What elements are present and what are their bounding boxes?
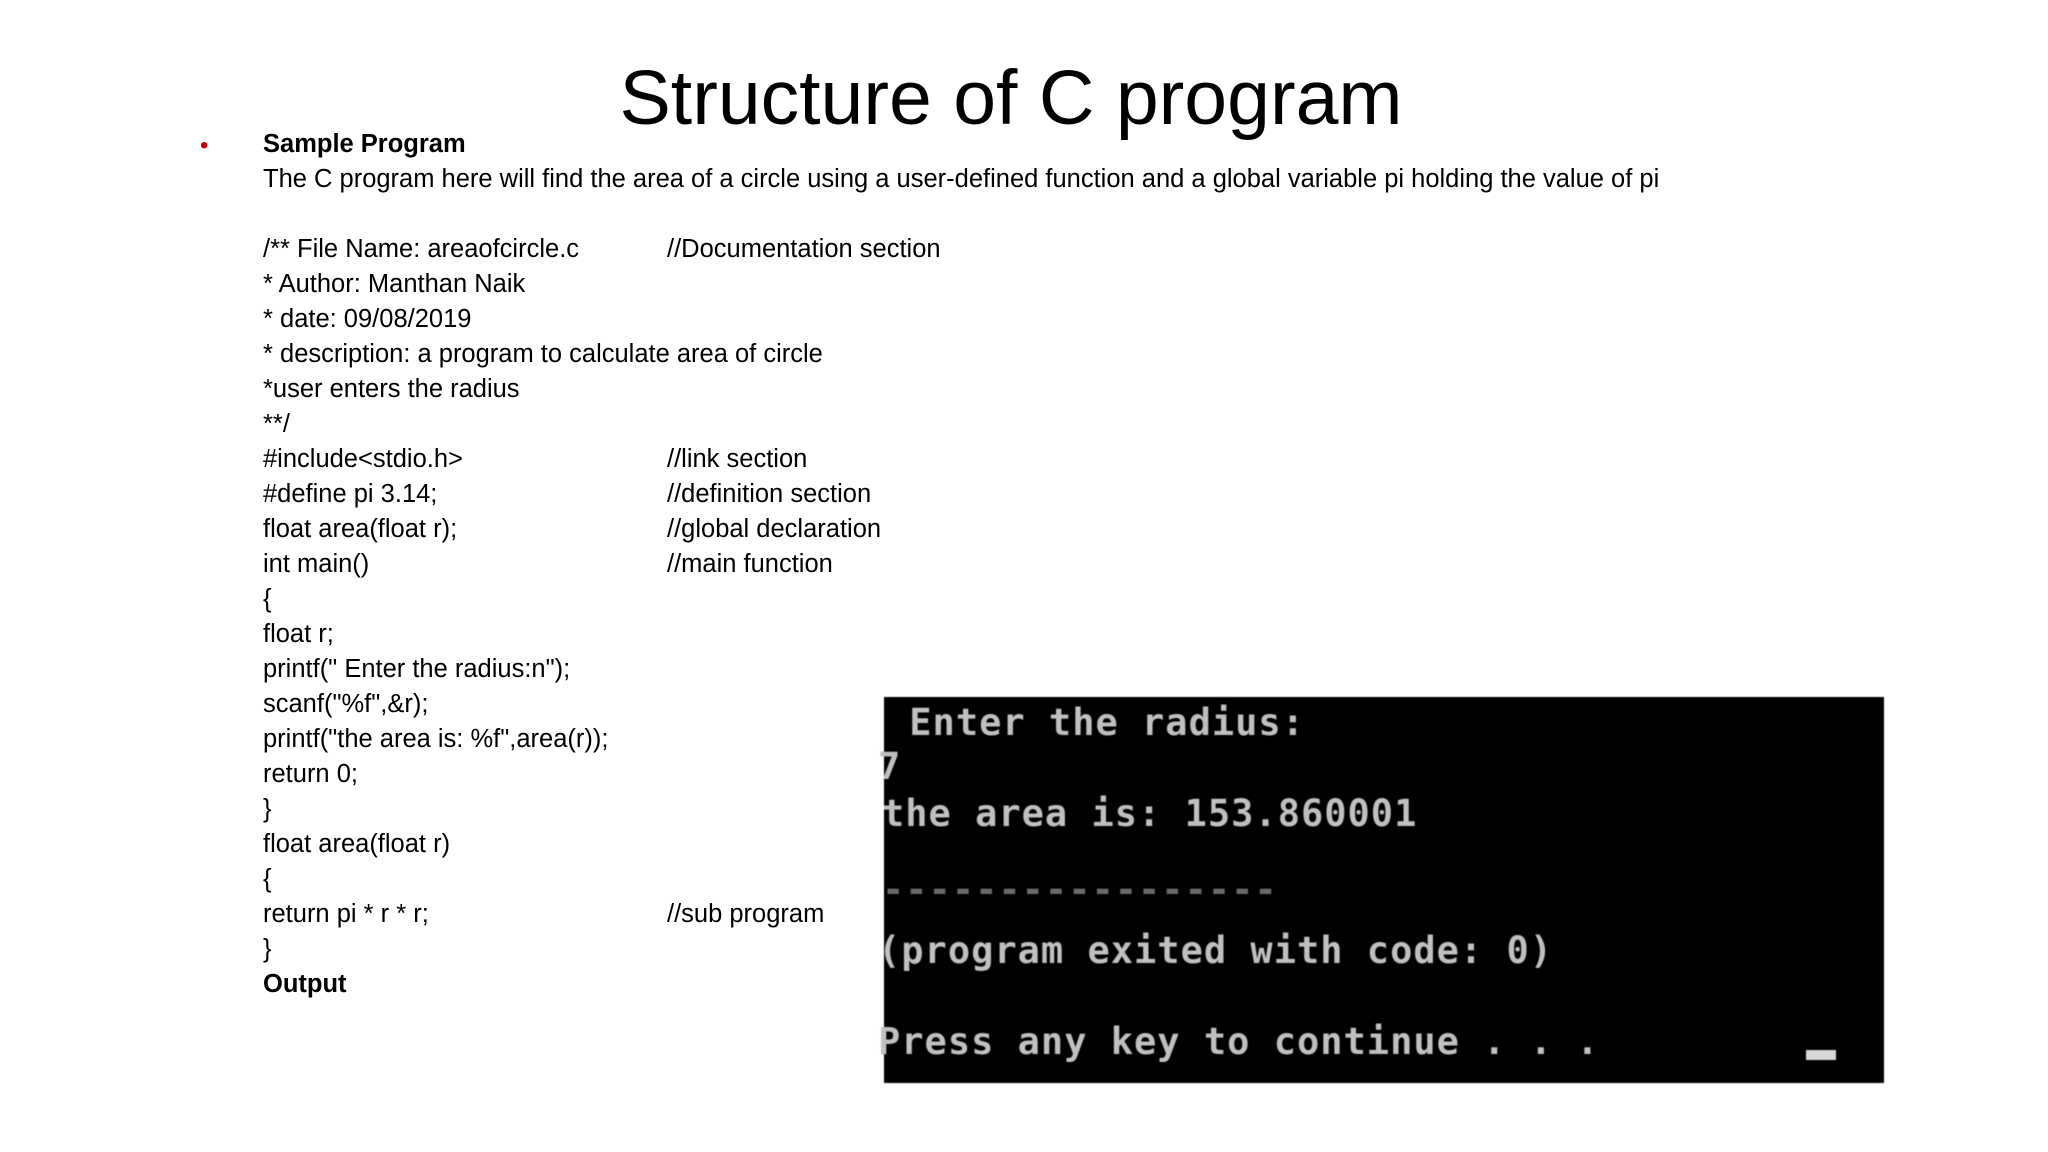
terminal-exit-line: (program exited with code: 0) xyxy=(878,929,1554,972)
code-statement: float r; xyxy=(263,620,334,648)
blank-line xyxy=(263,197,1983,232)
terminal-separator-line: ----------------- xyxy=(882,868,1278,911)
code-comment: //link section xyxy=(667,445,808,473)
code-line xyxy=(263,547,1983,582)
code-statement: return 0; xyxy=(263,760,358,788)
code-statement: int main() xyxy=(263,550,370,578)
code-statement: { xyxy=(263,585,272,613)
terminal-prompt-line: Enter the radius: xyxy=(886,701,1305,744)
code-comment: //main function xyxy=(667,550,833,578)
terminal-input-line: 7 xyxy=(878,745,902,788)
code-statement: printf(" Enter the radius:n"); xyxy=(263,655,571,683)
code-line xyxy=(263,372,1983,407)
code-line xyxy=(263,652,1983,687)
code-statement: { xyxy=(263,865,272,893)
output-label: Output xyxy=(263,970,347,998)
code-comment: //global declaration xyxy=(667,515,882,543)
sample-program-heading: Sample Program xyxy=(263,130,466,158)
code-statement: *user enters the radius xyxy=(263,375,520,403)
code-comment: //sub program xyxy=(667,900,825,928)
code-line xyxy=(263,582,1983,617)
bullet-marker: • xyxy=(200,132,209,159)
code-statement: * description: a program to calculate area of circle xyxy=(263,340,823,368)
code-line xyxy=(263,442,1983,477)
code-statement: * Author: Manthan Naik xyxy=(263,270,526,298)
code-comment: //Documentation section xyxy=(667,235,941,263)
terminal-cursor xyxy=(1806,1050,1836,1060)
code-statement: } xyxy=(263,795,272,823)
program-description: The C program here will find the area of a circle using a user-defined function and a global variable pi holding the value of pi xyxy=(263,165,1660,193)
code-line xyxy=(263,232,1983,267)
console-output-screenshot xyxy=(878,697,1884,1083)
code-statement: scanf("%f",&r); xyxy=(263,690,429,718)
code-statement: float area(float r); xyxy=(263,515,458,543)
code-statement: } xyxy=(263,935,272,963)
code-line xyxy=(263,337,1983,372)
code-statement: #include<stdio.h> xyxy=(263,445,463,473)
code-statement: **/ xyxy=(263,410,290,438)
code-statement: /** File Name: areaofcircle.c xyxy=(263,235,580,263)
slide-title: Structure of C program xyxy=(619,55,1403,141)
code-statement: float area(float r) xyxy=(263,830,451,858)
code-line xyxy=(263,512,1983,547)
code-line xyxy=(263,267,1983,302)
code-line xyxy=(263,477,1983,512)
terminal-continue-line: Press any key to continue . . . xyxy=(878,1020,1600,1063)
code-statement: return pi * r * r; xyxy=(263,900,429,928)
code-line xyxy=(263,407,1983,442)
code-line xyxy=(263,617,1983,652)
terminal-result-line: the area is: 153.860001 xyxy=(882,792,1418,835)
code-line xyxy=(263,302,1983,337)
code-statement: printf("the area is: %f",area(r)); xyxy=(263,725,609,753)
code-comment: //definition section xyxy=(667,480,872,508)
code-statement: * date: 09/08/2019 xyxy=(263,305,472,333)
code-statement: #define pi 3.14; xyxy=(263,480,438,508)
